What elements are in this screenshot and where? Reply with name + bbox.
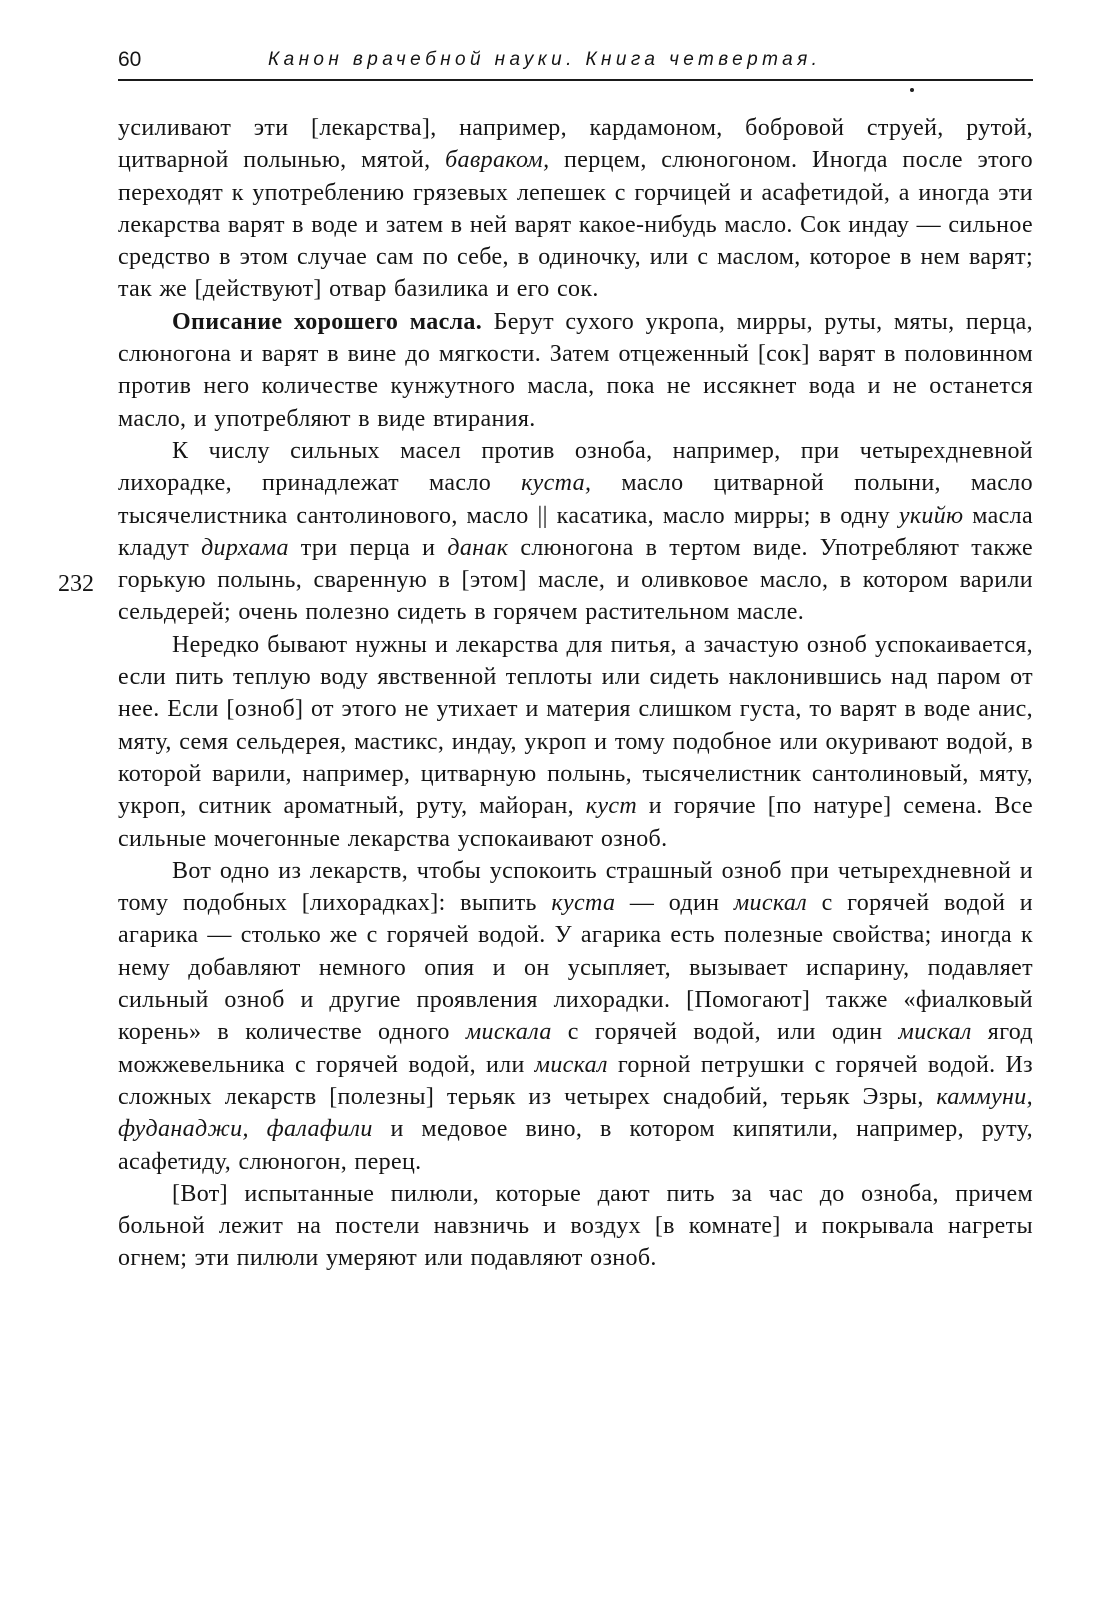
text-run: — один [615, 890, 734, 917]
italic-term: укийю [898, 502, 964, 529]
text-run: Вот одно из лекарств, чтобы успокоить страшный озноб при четырехдневной и тому подобных [лихорадках]: выпить [118, 857, 1033, 917]
text-run: [Вот] испытанные пилюли, которые дают пить за час до озноба, причем больной лежит на постели навзничь и воздух [в комнате] и покрывала нагреты огнем; эти пилюли умеряют или подавляют озноб. [118, 1180, 1033, 1272]
text-run: К числу сильных масел против озноба, например, при четырехдневной лихорадке, принадлежат масло [118, 437, 1033, 497]
text-run: перцем, слюногоном. Иногда после этого переходят к употреблению грязевых лепешек с горчицей и асафетидой, а иногда эти лекарства варят в воде и затем в ней варят какое-нибудь масло. Сок индау — сильное средство в этом случае сам по себе, в одиночку, или с маслом, которое в нем варят; так же [действуют] отвар базилика и его сок. [118, 147, 1033, 303]
text-run: и горячие [по натуре] семена. Все сильные мочегонные лекарства успокаивают озноб. [118, 793, 1033, 852]
italic-term: каммуни, фуданаджи, фалафили [118, 1083, 1033, 1143]
paragraph [118, 629, 1033, 855]
italic-term: мискал [898, 1019, 972, 1046]
page-number: 60 [118, 48, 142, 71]
paragraph [118, 112, 1033, 306]
italic-term: мискала [465, 1019, 552, 1046]
italic-term: куст [585, 793, 638, 820]
text-run: с горячей водой, или один [551, 1019, 899, 1046]
paragraph-heading: Описание хорошего масла. [172, 308, 483, 335]
paragraph [118, 1178, 1033, 1275]
text-run: Нередко бывают нужны и лекарства для питья, а зачастую озноб успокаивается, если пить теплую воду явственной теплоты или сидеть наклонившись над паром от нее. Если [озноб] от этого не утихает и материя слишком густа, то варят в воде анис, мяту, семя сельдерея, мастикс, индау, укроп и тому подобное или окуривают водой, в которой варили, например, цитварную полынь, тысячелистник сантолиновый, мяту, укроп, ситник ароматный, руту, майоран, [118, 631, 1033, 820]
body-text [118, 112, 1033, 1275]
text-run: усиливают эти [лекарства], например, кардамоном, бобровой струей, рутой, цитварной полынью, мятой, [118, 115, 1033, 174]
italic-term: куста, [521, 470, 592, 497]
italic-term: мискал [733, 890, 808, 917]
print-speck [910, 88, 914, 92]
margin-line-number: 232 [58, 571, 94, 597]
italic-term: дирхама [201, 534, 289, 561]
paragraph [118, 855, 1033, 1178]
text-run: Берут сухого укропа, мирры, руты, мяты, перца, слюногона и варят в вине до мягкости. Затем отцеженный [сок] варят в половинном против него количестве кунжутного масла, пока не иссякнет вода и не останется масло, и употребляют в виде втирания. [118, 308, 1033, 432]
running-head [118, 46, 1038, 76]
text-run: слюногона в тертом виде. Употребляют также горькую полынь, сваренную в [этом] масле, и оливковое масло, в котором варили сельдерей; очень полезно сидеть в горячем растительном масле. [118, 534, 1033, 626]
text-run: масла кладут [118, 502, 1033, 561]
text-run: масло цитварной полыни, масло тысячелистника сантолинового, масло || касатика, масло мирры; в одну [118, 470, 1033, 529]
text-run: горной петрушки с горячей водой. Из сложных лекарств [полезны] терьяк из четырех снадобий, терьяк Эзры, [118, 1051, 1033, 1110]
running-title: Канон врачебной науки. Книга четвертая. [268, 49, 822, 70]
text-run: ягод можжевельника с горячей водой, или [118, 1019, 1034, 1078]
italic-term: мискал [534, 1051, 608, 1078]
text-run: три перца и [288, 534, 448, 561]
text-run: с горячей водой и агарика — столько же с горячей водой. У агарика есть полезные свойства; иногда к нему добавляют немного опия и он усыпляет, вызывает испарину, подавляет сильный озноб и другие проявления лихорадки. [Помогают] также «фиалковый корень» в количестве одного [118, 890, 1033, 1046]
paragraph [118, 435, 1033, 629]
italic-term: данак [447, 534, 509, 561]
header-rule [118, 79, 1033, 81]
text-run: и медовое вино, в котором кипятили, например, руту, асафетиду, слюногон, перец. [118, 1116, 1033, 1175]
paragraph [118, 306, 1033, 435]
italic-term: куста [551, 890, 616, 917]
italic-term: бавраком, [445, 147, 550, 174]
